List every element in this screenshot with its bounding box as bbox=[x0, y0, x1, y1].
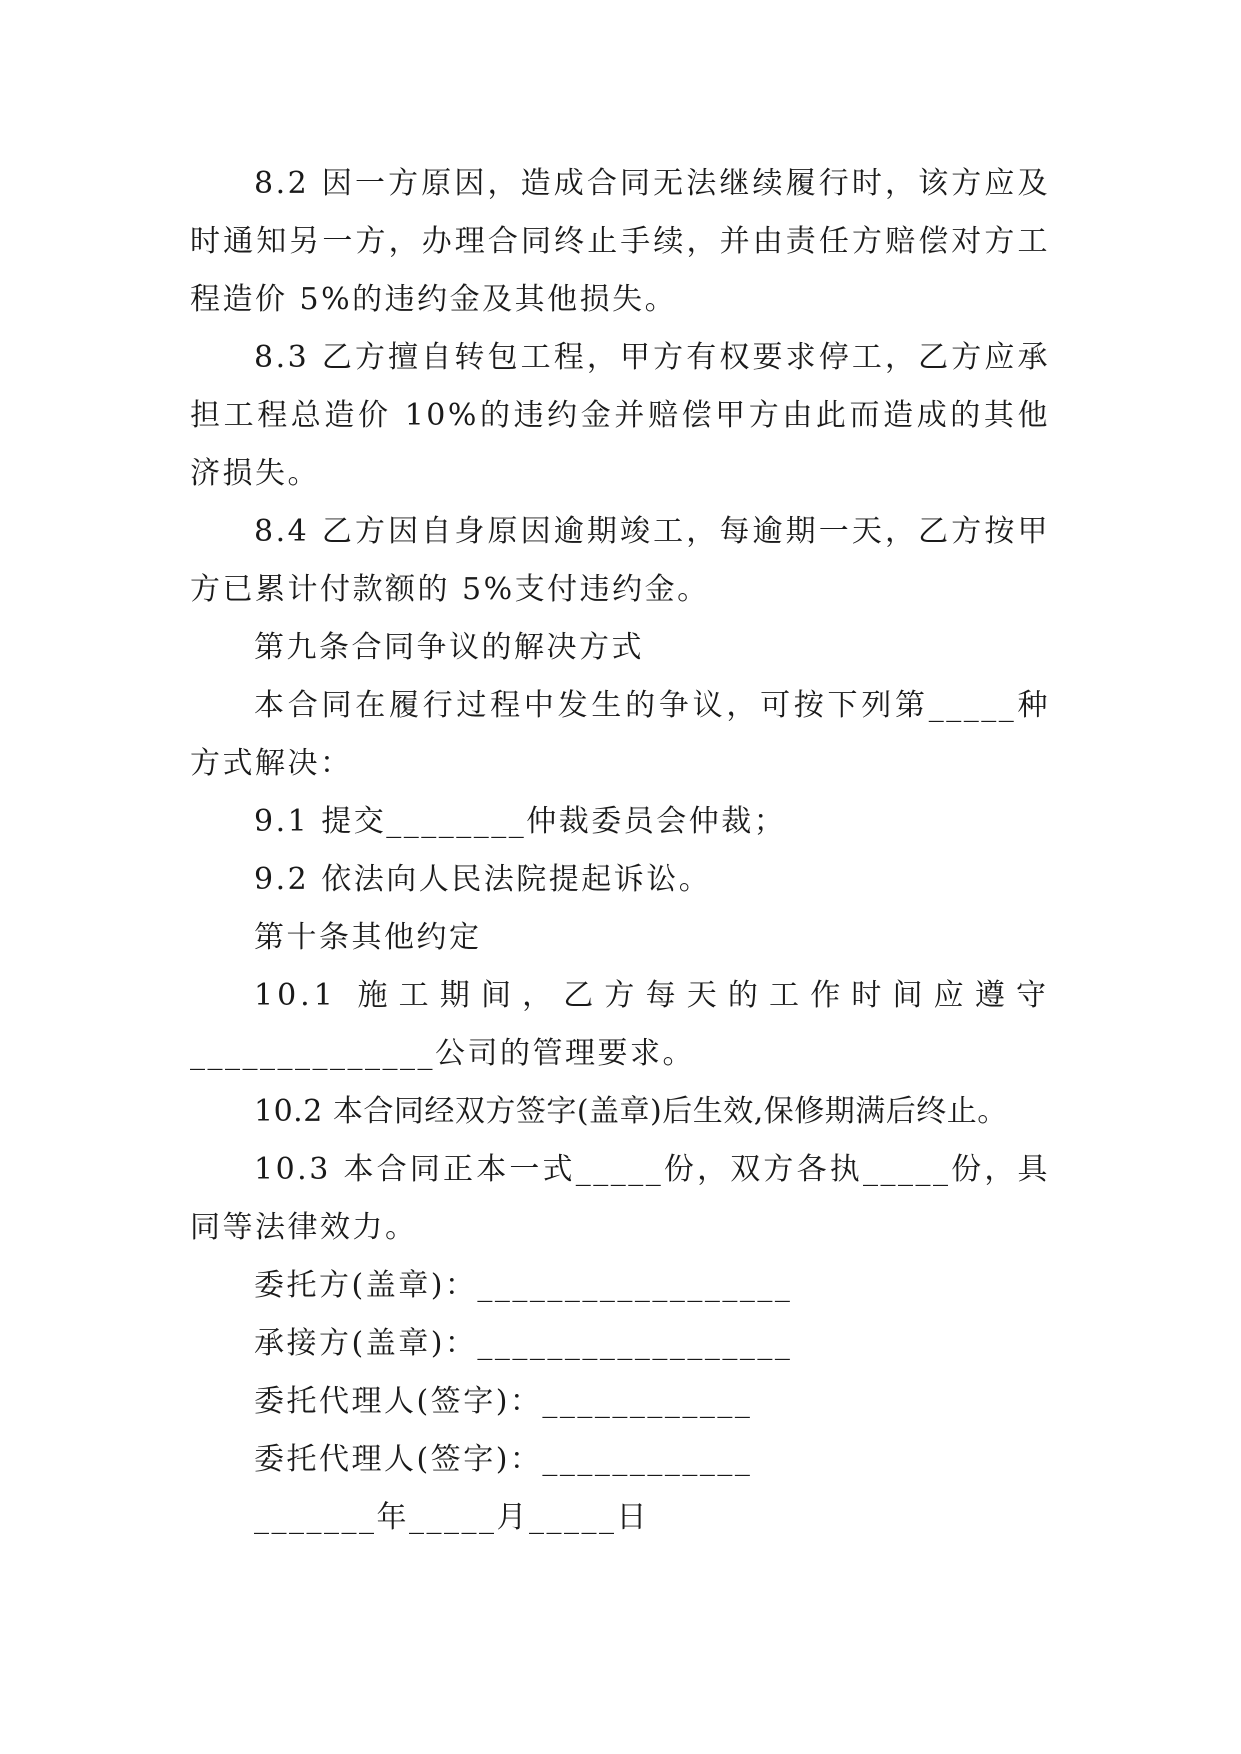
text-line: 济损失。 bbox=[190, 456, 320, 491]
text-line: 9.1 提交________仲裁委员会仲裁； bbox=[254, 804, 787, 839]
text-line: 本合同在履行过程中发生的争议，可按下列第_____种 bbox=[254, 688, 1050, 723]
signature-line-agent: 委托代理人(签字)：____________ bbox=[254, 1384, 753, 1419]
signature-line-contractor: 承接方(盖章)：__________________ bbox=[254, 1326, 793, 1361]
text-line: 9.2 依法向人民法院提起诉讼。 bbox=[254, 862, 712, 897]
text-line: 方式解决： bbox=[190, 746, 353, 781]
text-line: 时通知另一方，办理合同终止手续，并由责任方赔偿对方工 bbox=[190, 224, 1050, 259]
text-line: 8.2 因一方原因，造成合同无法继续履行时，该方应及 bbox=[254, 166, 1050, 201]
text-line: 同等法律效力。 bbox=[190, 1210, 418, 1245]
text-line: 程造价 5%的违约金及其他损失。 bbox=[190, 282, 678, 317]
date-line: _______年_____月_____日 bbox=[254, 1500, 649, 1535]
text-line: 10.2 本合同经双方签字(盖章)后生效,保修期满后终止。 bbox=[254, 1094, 1008, 1129]
signature-line-client: 委托方(盖章)：__________________ bbox=[254, 1268, 793, 1303]
signature-line-agent: 委托代理人(签字)：____________ bbox=[254, 1442, 753, 1477]
section-heading: 第九条合同争议的解决方式 bbox=[254, 630, 644, 665]
document-page bbox=[190, 155, 1050, 1547]
text-line: 方已累计付款额的 5%支付违约金。 bbox=[190, 572, 710, 607]
text-line: 8.4 乙方因自身原因逾期竣工，每逾期一天，乙方按甲 bbox=[254, 514, 1050, 549]
section-heading: 第十条其他约定 bbox=[254, 920, 482, 955]
text-line: 10.1 施工期间，乙方每天的工作时间应遵守 bbox=[254, 978, 1050, 1013]
text-line: 担工程总造价 10%的违约金并赔偿甲方由此而造成的其他 bbox=[190, 398, 1050, 433]
text-line: ______________公司的管理要求。 bbox=[190, 1036, 695, 1071]
text-line: 8.3 乙方擅自转包工程，甲方有权要求停工，乙方应承 bbox=[254, 340, 1050, 375]
text-line: 10.3 本合同正本一式_____份，双方各执_____份，具 bbox=[254, 1152, 1050, 1187]
